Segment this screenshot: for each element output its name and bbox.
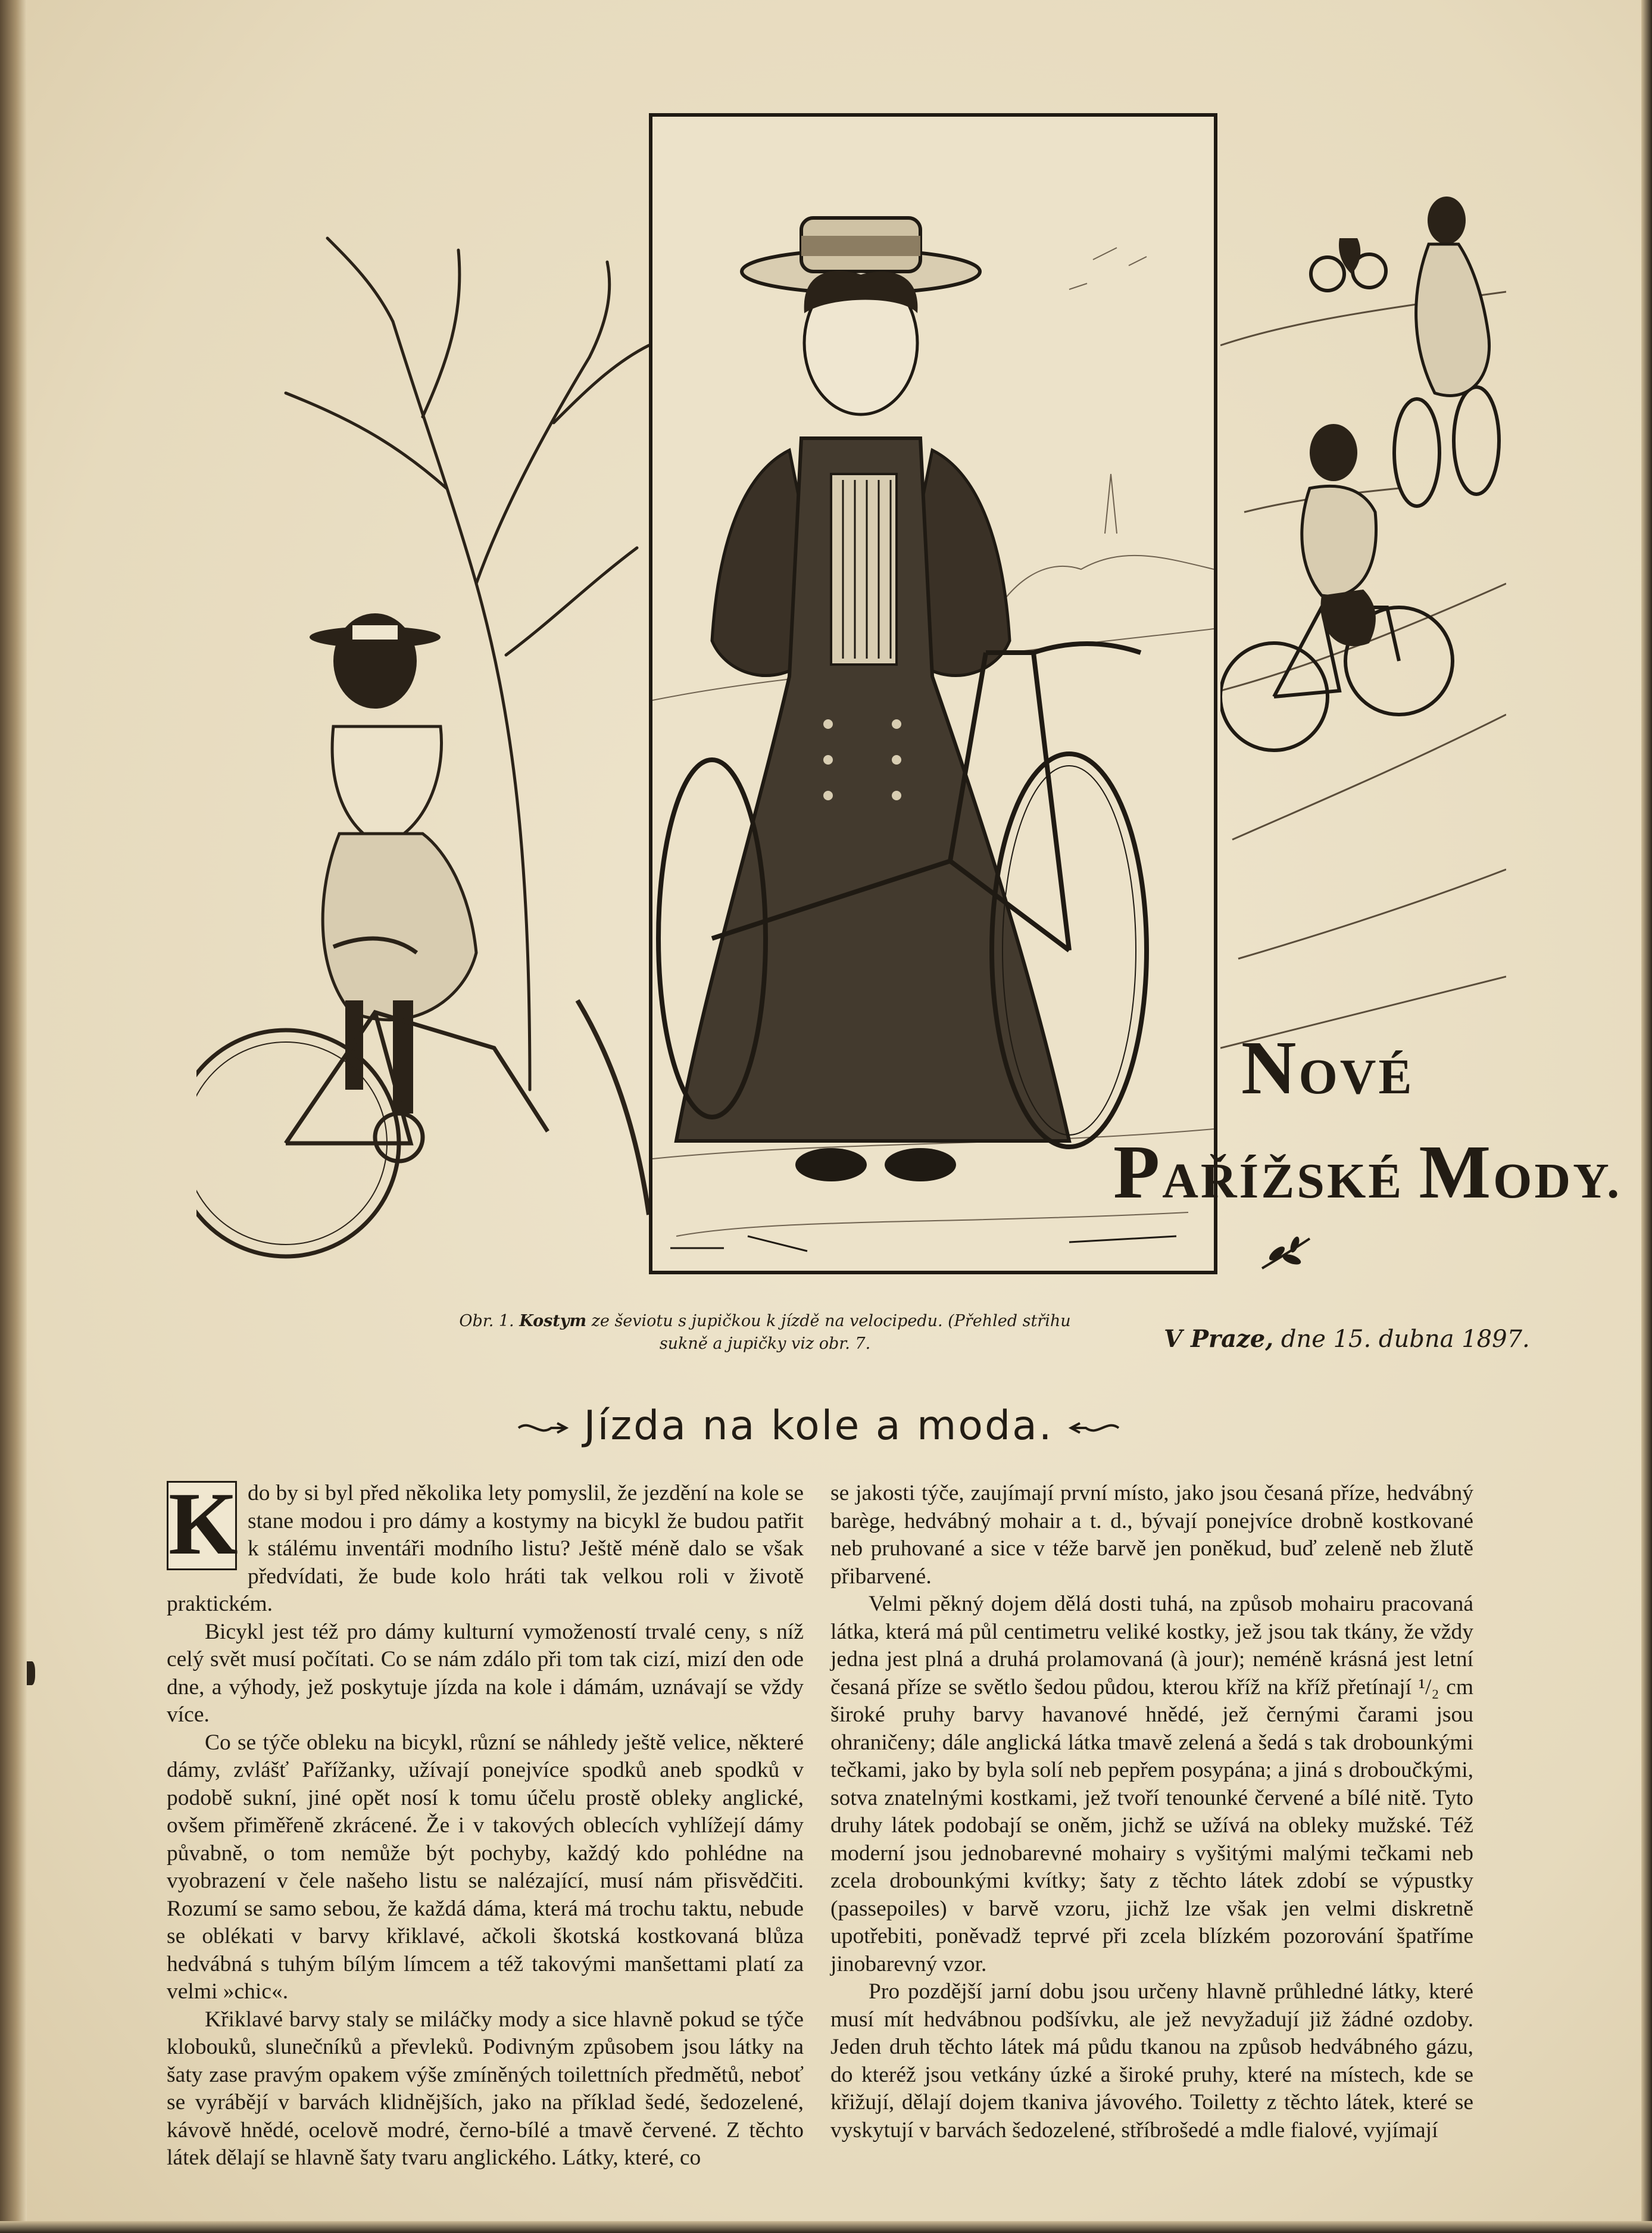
headline-line-1 (1241, 1024, 1414, 1112)
paragraph: Bicykl jest též pro dámy kulturní vymožeností trvalé ceny, s níž celý svět musí počítati. Co se nám zdálo při tom tak cizí, mizí den ode dne, a výhody, jež poskytuje jízda na kole i dámám, uznávají se vždy více. (167, 1619, 804, 1727)
drop-cap-letter: K (168, 1474, 238, 1573)
article-title (441, 1402, 1197, 1456)
right-cyclists-scene (1220, 95, 1506, 1078)
caption-label: Obr. 1. (459, 1312, 514, 1330)
figure-caption (452, 1310, 1078, 1355)
paragraph: Velmi pěkný dojem dělá dosti tuhá, na způsob mohairu pracovaná látka, která má půl centimetru veliké kostky, jež jsou tak tkány, že vždy jedna jest plná a druhá prolamovaná (à jour); neméně krásná jest letní česaná příze se světlo šedou půdou, kterou kříž na kříž přetínají ¹/₂ cm široké pruhy barvy havanové hnědé, jež černými čarami jsou ohraničeny; dále anglická látka tmavě zelená a šedá s tak drobounkými tečkami, jako by byla solí neb pepřem posypána; a jiná s droboučkými, sotva znatelnými kostkami, jež tvoří tenounké červené a bílé nitě. Tyto druhy látek podobají se oněm, jichž se užívá na obleky mužské. Též moderní jsou jednobarevné mohairy s vyšitými malými tečkami neb zcela drobounkými kvítky; šaty z těchto látek zdobí se výpustky (passepoiles) v barvě vzoru, jichž lze však jen velmi diskretně upotřebiti, poněvadž teprvé při zcela blízkém pozorování špatříme jinobarevný vzor. (830, 1592, 1473, 1976)
dateline-date: dne 15. dubna 1897. (1281, 1326, 1530, 1353)
article-title-text: Jízda na kole a moda. (583, 1402, 1054, 1449)
article-column-right (830, 1480, 1473, 2144)
article-column-left (167, 1474, 804, 2172)
drop-cap (167, 1474, 238, 1573)
left-cyclist-scene (196, 167, 661, 1268)
flourish-icon (516, 1416, 569, 1440)
dateline-place: V Praze, (1164, 1325, 1274, 1353)
headline-word-nove: OVÉ (1298, 1049, 1414, 1105)
headline-initial-p: P (1113, 1130, 1163, 1214)
paragraph: Křiklavé barvy staly se miláčky mody a sice hlavně pokud se týče klobouků, slunečníků a převleků. Podivným způsobem jsou látky na šaty zase pravým opakem výše zmíněných toilettních předmětů, neboť se vyrábějí v barvách klidnějších, jako na příklad šedé, šedozelené, kávově hnědé, ocelově modré, černo-bílé a tmavě červené. Z těchto látek dělají se hlavně šaty tvaru anglického. Látky, které, co (167, 2007, 804, 2170)
flourish-icon (1068, 1416, 1122, 1440)
headline-word-parizske: AŘÍŽSKÉ (1162, 1153, 1404, 1209)
page-spine-shadow (0, 0, 27, 2233)
illustration-frame (649, 113, 1217, 1274)
page-bottom-edge (0, 2221, 1652, 2233)
paragraph: Pro pozdější jarní dobu jsou určeny hlavně průhledné látky, které musí mít hedvábnou podšívku, ale jež nevyžadují již žádné ozdoby. Jeden druh těchto látek má půdu tkanou na způsob hedvábného gázu, do kteréž jsou vetkány úzké a široké pruhy, které na místech, kde se křižují, dělají dojem tkaniva jávového. Toiletty z těchto látek, které se vyskytují v barvách šedozelené, stříbrošedé a mdle fialové, vyjímají (830, 1979, 1473, 2142)
paragraph: se jakosti týče, zaujímají první místo, jako jsou česaná příze, hedvábný barège, hedvábný mohair a t. d., bývají ponejvíce drobně kostkované neb pruhované a sice v téže barvě jen poněkud, buď zeleně neb žlutě přibarvené. (830, 1481, 1473, 1589)
dateline (1164, 1325, 1530, 1353)
page-right-edge (1641, 0, 1652, 2233)
paragraph: do by si byl před několika lety pomyslil, že jezdění na kole se stane modou i pro dámy a kostymy na bicykl že budou patřit k stálému inventáři modního listu? Ještě méně dalo se však předvídati, že bude kolo hráti tak velkou roli v životě praktickém. (167, 1481, 804, 1616)
standing-woman-with-bicycle (652, 117, 1214, 1271)
caption-text: ze ševiotu s jupičkou k jízdě na velocipedu. (Přehled střihu sukně a jupičky viz obr. 7. (591, 1312, 1071, 1353)
paragraph: Co se týče obleku na bicykl, různí se náhledy ještě velice, některé dámy, zvlášť Pařížanky, užívají ponejvíce spodků aneb spodků v podobě sukní, jiné opět nosí k tomu účelu prostě obleky anglické, ovšem přiměřeně zkrácené. Že i v takových oblecích vyhlížejí dámy půvabně, o tom nemůže být pochyby, každý kdo pohlédne na vyobrazení v čele našeho listu se nalézající, musí nám přisvědčiti. Rozumí se samo sebou, že každá dáma, která má trochu taktu, nebude se oblékati v barvy křiklavé, ačkoli škotská kostkovaná blůza hedvábná s tuhým bílým límcem a též takovými manšettami platí za velmi »chic«. (167, 1730, 804, 2004)
headline-initial-m: M (1419, 1130, 1494, 1214)
headline-word-mody: ODY. (1493, 1153, 1622, 1209)
caption-kostym: Kostym (519, 1312, 587, 1330)
headline-line-2 (1113, 1128, 1622, 1216)
headline-initial-n: N (1241, 1025, 1299, 1110)
margin-mark (27, 1661, 35, 1685)
leaf-sprig-icon (1259, 1236, 1313, 1271)
